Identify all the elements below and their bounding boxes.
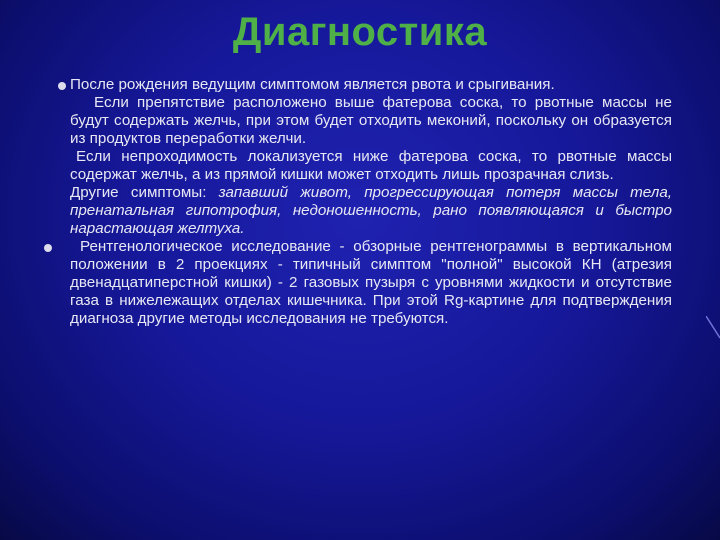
paragraph-below-papilla	[46, 148, 672, 184]
text-below-papilla: Если непроходимость локализуется ниже фатерова соска, то рвотные массы содержат желчь, а из прямой кишки может отходить лишь прозрачная слизь.	[70, 148, 672, 183]
other-symptoms-label: Другие симптомы:	[70, 184, 219, 201]
slide-title: Диагностика	[232, 10, 488, 54]
slide-body	[46, 76, 672, 328]
bullet-item-postnatal	[46, 76, 672, 94]
bullet-text-xray: Рентгенологическое исследование - обзорные рентгенограммы в вертикальном положении в 2 проекциях - типичный симптом "полной" высокой КН (атрезия двенадцатиперстной кишки) - 2 газовых пузыря с уровнями жидкости и отсутствие газа в нижележащих отделах кишечника. При этой Rg-картине для подтверждения диагноза другие методы исследования не требуются.	[70, 238, 672, 327]
bullet-icon	[44, 244, 52, 252]
paragraph-other-symptoms	[46, 184, 672, 238]
text-above-papilla: Если препятствие расположено выше фатерова соска, то рвотные массы не будут содержать желчь, при этом будет отходить меконий, поскольку он образуется из продуктов переработки желчи.	[70, 94, 672, 147]
bullet-item-xray	[46, 238, 672, 328]
decorative-line-icon	[706, 316, 720, 340]
other-symptoms-list: запавший живот, прогрессирующая потеря массы тела, пренатальная гипотрофия, недоношенность, рано появляющаяся и быстро нарастающая желтуха.	[70, 184, 672, 237]
paragraph-above-papilla	[46, 94, 672, 148]
bullet-icon	[58, 82, 66, 90]
bullet-text-vomiting: После рождения ведущим симптомом является рвота и срыгивания.	[70, 76, 555, 93]
